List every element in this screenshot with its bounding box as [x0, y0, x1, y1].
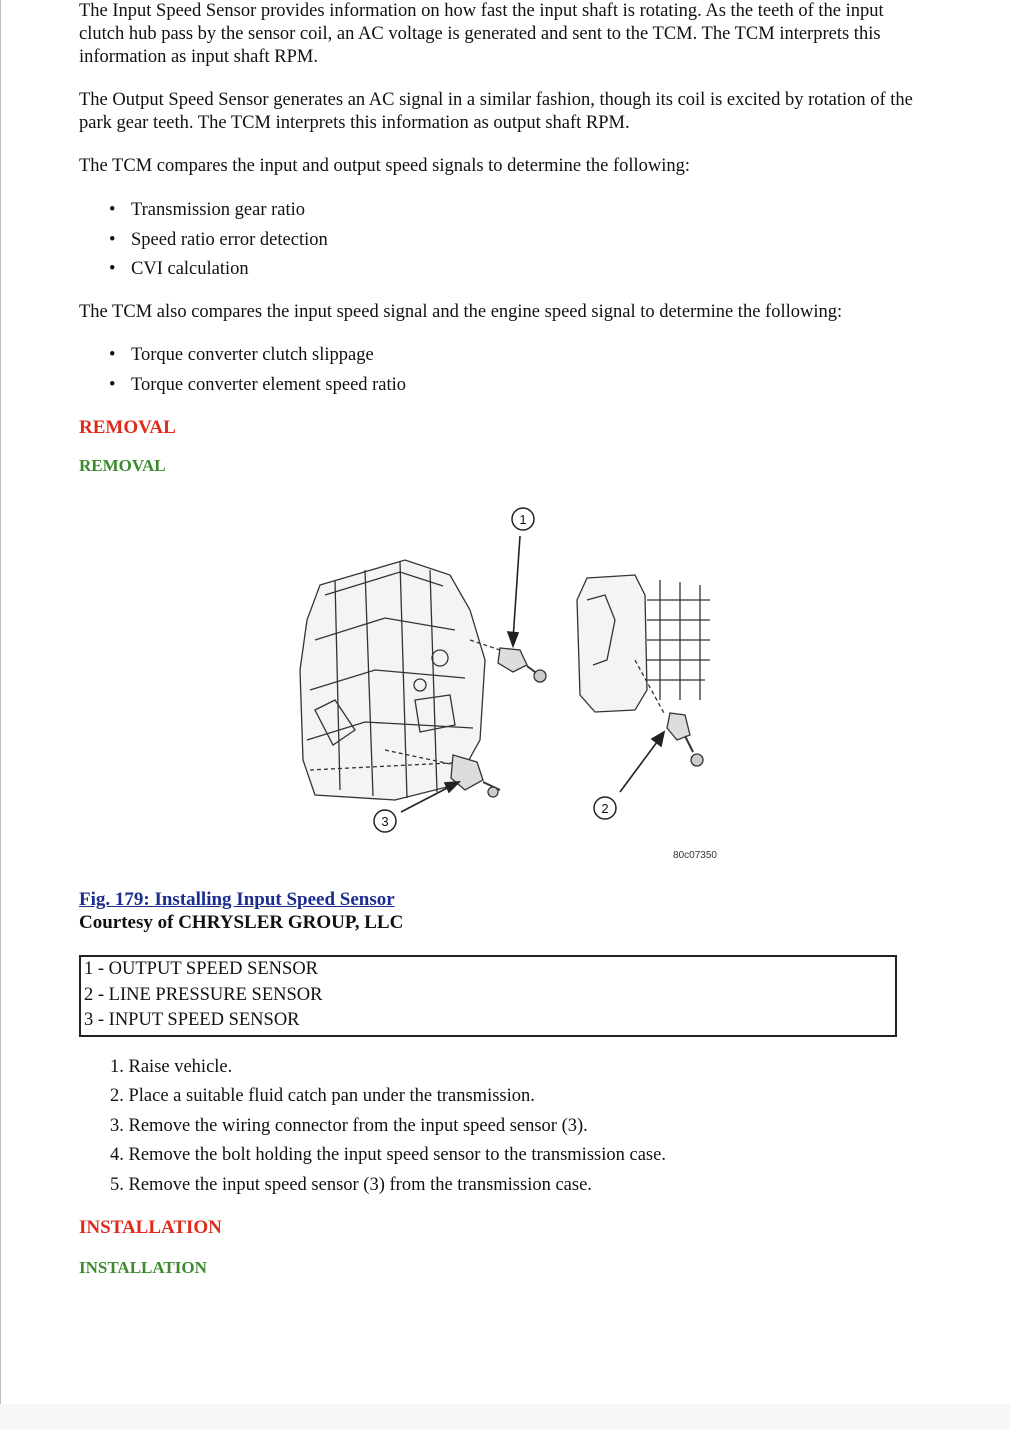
legend-row: 3 - INPUT SPEED SENSOR: [84, 1010, 300, 1030]
step-item: 2. Place a suitable fluid catch pan under the transmission.: [110, 1086, 535, 1107]
list-item: • Torque converter element speed ratio: [79, 374, 406, 404]
removal-heading-green: REMOVAL: [79, 456, 166, 475]
callout-1: 1: [519, 512, 527, 527]
step-item: 4. Remove the bolt holding the input speed sensor to the transmission case.: [110, 1145, 666, 1166]
legend-row: 2 - LINE PRESSURE SENSOR: [84, 984, 323, 1005]
list-item: • CVI calculation: [79, 258, 328, 288]
callout-2: 2: [601, 801, 609, 816]
list-item: • Torque converter clutch slippage: [79, 344, 406, 374]
step-item: 3. Remove the wiring connector from the input speed sensor (3).: [110, 1115, 588, 1136]
removal-heading-red: REMOVAL: [79, 417, 176, 438]
list-item: • Speed ratio error detection: [79, 229, 328, 259]
legend-row: 1 - OUTPUT SPEED SENSOR: [84, 959, 319, 979]
legend-table: [79, 955, 897, 1037]
page-bottom: [0, 1404, 1010, 1430]
paragraph-tcm-also-compares: The TCM also compares the input speed signal and the engine speed signal to determine the following:: [79, 302, 843, 322]
page-edge: [0, 0, 1, 1430]
list-item: • Transmission gear ratio: [79, 199, 328, 229]
figure-caption: [79, 888, 403, 934]
step-item: 1. Raise vehicle.: [110, 1057, 233, 1077]
step-item: 5. Remove the input speed sensor (3) from the transmission case.: [110, 1174, 592, 1195]
figure-link[interactable]: Fig. 179: Installing Input Speed Sensor: [79, 889, 395, 910]
figure-code: 80c07350: [673, 850, 717, 861]
paragraph-output-speed-sensor: The Output Speed Sensor generates an AC signal in a similar fashion, though its coil is excited by rotation of the park gear teeth. The TCM interprets this information as output shaft RPM.: [79, 90, 913, 133]
installation-heading-green: INSTALLATION: [79, 1258, 207, 1277]
installation-heading-red: INSTALLATION: [79, 1217, 222, 1238]
paragraph-tcm-compares: The TCM compares the input and output speed signals to determine the following:: [79, 156, 691, 176]
converter-list: [79, 344, 406, 403]
comparison-list: [79, 199, 328, 288]
callout-3: 3: [381, 814, 389, 829]
sensor-illustration: [215, 500, 735, 870]
paragraph-input-speed-sensor: The Input Speed Sensor provides information on how fast the input shaft is rotating. As the teeth of the input clutch hub pass by the sensor coil, an AC voltage is generated and sent to the TCM. The TCM interprets this information as input shaft RPM.: [79, 1, 884, 67]
transmission-diagram: [215, 500, 735, 870]
removal-steps: [79, 1056, 666, 1203]
figure-courtesy: Courtesy of CHRYSLER GROUP, LLC: [79, 912, 404, 933]
